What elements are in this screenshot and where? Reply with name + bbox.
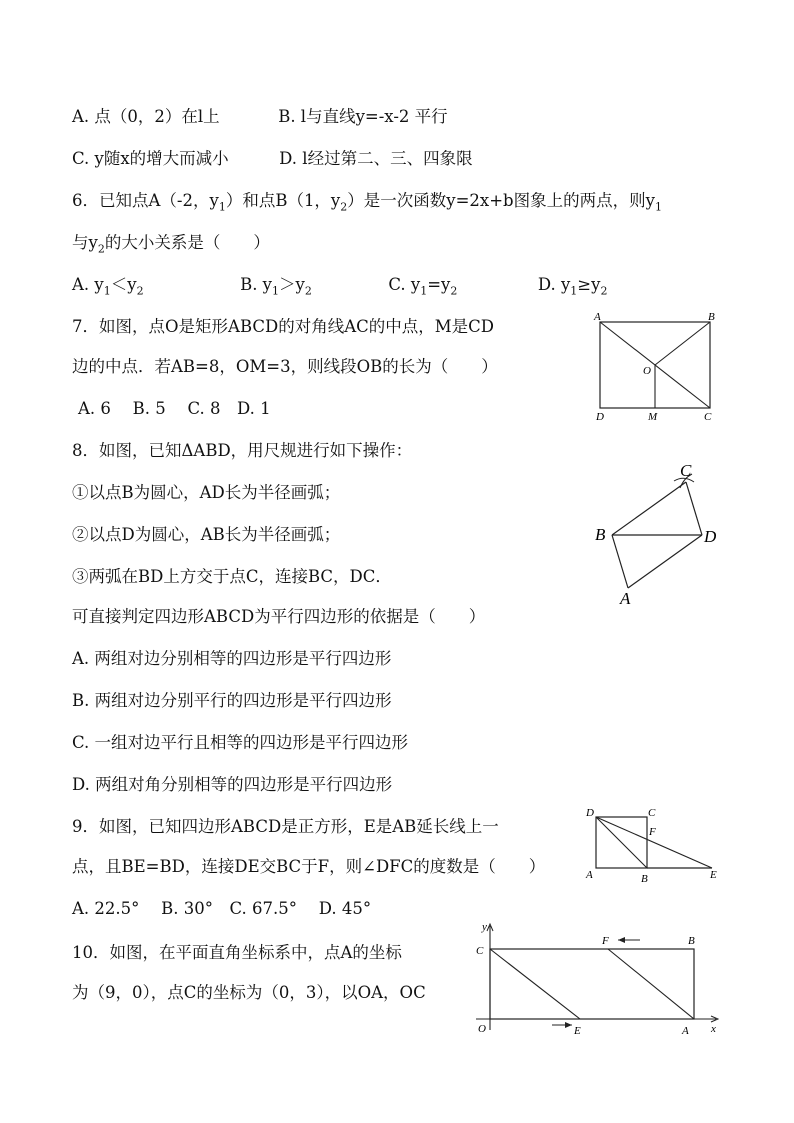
q6-text: ）是一次函数y=2x+b图象上的两点，则y — [347, 191, 655, 210]
label-y: y — [482, 921, 487, 933]
q6-text: 的大小关系是（ ） — [104, 233, 270, 252]
label-b: B — [688, 935, 695, 947]
q7-stem-line-2: 边的中点．若AB=8，OM=3，则线段OB的长为（ ） — [72, 357, 498, 376]
label-f: F — [602, 935, 609, 947]
rectangle-oabc — [490, 949, 694, 1019]
q6-stem-line-1 — [72, 190, 662, 212]
label-b: B — [641, 873, 648, 885]
label-d: D — [586, 807, 594, 819]
q5-options-row-1 — [72, 106, 448, 128]
q5-options-row-2 — [72, 148, 473, 170]
label-o: O — [643, 365, 651, 377]
segment-ba — [612, 535, 628, 588]
segment-ad — [628, 535, 702, 588]
q8-question: 可直接判定四边形ABCD为平行四边形的依据是（ ） — [72, 607, 486, 626]
label-d: D — [596, 411, 604, 423]
q9-stem-line-2: 点，且BE=BD，连接DE交BC于F，则∠DFC的度数是（ ） — [72, 857, 546, 876]
subscript: 1 — [218, 200, 226, 214]
label-b: B — [595, 525, 606, 544]
q8-stem-line-1: 8．如图，已知ΔABD，用尺规进行如下操作： — [72, 441, 413, 460]
subscript: 1 — [654, 200, 662, 214]
q8-step-2: ②以点D为圆心，AB长为半径画弧； — [72, 525, 341, 544]
q6-stem-line-2 — [72, 232, 270, 254]
label-c: C — [476, 945, 484, 957]
q8-figure-parallelogram — [590, 458, 730, 612]
q8-option-b: B. 两组对边分别平行的四边形是平行四边形 — [72, 691, 392, 710]
q9-figure-svg — [580, 800, 725, 890]
q10-figure-svg — [468, 918, 733, 1038]
q6-option-d: D. $y_1\ge y_2$ — [537, 275, 608, 298]
q5-option-b: B. l与直线y=-x-2 平行 — [278, 107, 448, 126]
q9-options: A. 22.5° B. 30° C. 67.5° D. 45° — [72, 899, 372, 918]
label-a: A — [620, 589, 631, 608]
q10-stem-line-1: 10．如图，在平面直角坐标系中，点A的坐标 — [72, 943, 402, 962]
segment-fa — [608, 949, 694, 1019]
label-e: E — [574, 1025, 581, 1037]
subscript: 2 — [340, 200, 348, 214]
label-b: B — [708, 311, 715, 323]
q7-stem-line-1: 7．如图，点O是矩形ABCD的对角线AC的中点，M是CD — [72, 317, 495, 336]
q7-options: A. 6 B. 5 C. 8 D. 1 — [78, 399, 271, 418]
q6-text: ）和点B（1，y — [225, 191, 341, 210]
label-c: C — [704, 411, 712, 423]
label-c: C — [648, 807, 656, 819]
label-m: M — [648, 411, 658, 423]
q6-options — [72, 274, 607, 296]
subscript: 2 — [97, 242, 105, 256]
segment-ce — [490, 949, 580, 1019]
diagonal-bd — [596, 817, 647, 868]
q8-option-c: C. 一组对边平行且相等的四边形是平行四边形 — [72, 733, 409, 752]
q5-option-d: D. l经过第二、三、四象限 — [279, 149, 473, 168]
label-a: A — [594, 311, 601, 323]
segment-dc — [686, 482, 702, 535]
q8-option-d: D. 两组对角分别相等的四边形是平行四边形 — [72, 775, 393, 794]
segment-ob — [655, 322, 710, 365]
label-o: O — [478, 1023, 486, 1035]
arrow-left-icon — [618, 937, 625, 943]
q6-option-a: A. $y_1<y_2$ — [72, 275, 144, 298]
label-e: E — [710, 869, 717, 881]
label-d: D — [704, 527, 717, 546]
q6-option-b: B. $y_1>y_2$ — [240, 275, 312, 298]
label-c: C — [680, 461, 692, 480]
q6-text: 与y — [72, 233, 98, 252]
q8-option-a: A. 两组对边分别相等的四边形是平行四边形 — [72, 649, 392, 668]
q5-option-a: A. 点（0，2）在l上 — [72, 107, 220, 126]
q9-stem-line-1: 9．如图，已知四边形ABCD是正方形，E是AB延长线上一 — [72, 817, 499, 836]
label-a: A — [586, 869, 593, 881]
q8-step-3: ③两弧在BD上方交于点C，连接BC，DC． — [72, 567, 392, 586]
q8-step-1: ①以点B为圆心，AD长为半径画弧； — [72, 483, 341, 502]
q5-option-c: C. y随x的增大而减小 — [72, 149, 229, 168]
segment-bc — [612, 482, 686, 535]
label-f: F — [649, 826, 656, 838]
label-x: x — [711, 1023, 716, 1035]
q7-figure-rectangle — [590, 308, 730, 432]
q6-option-c: C. $y_1=y_2$ — [388, 275, 458, 298]
q6-text: 6．已知点A（-2，y — [72, 191, 219, 210]
segment-de — [596, 817, 712, 868]
arrow-right-icon — [565, 1022, 572, 1028]
q8-figure-svg — [590, 458, 730, 608]
q10-figure-coordinate-rectangle — [468, 918, 733, 1042]
label-a: A — [682, 1025, 689, 1037]
q7-figure-svg — [590, 308, 730, 428]
q9-figure-square — [580, 800, 725, 894]
q10-stem-line-2: 为（9，0），点C的坐标为（0，3），以OA，OC — [72, 983, 426, 1002]
